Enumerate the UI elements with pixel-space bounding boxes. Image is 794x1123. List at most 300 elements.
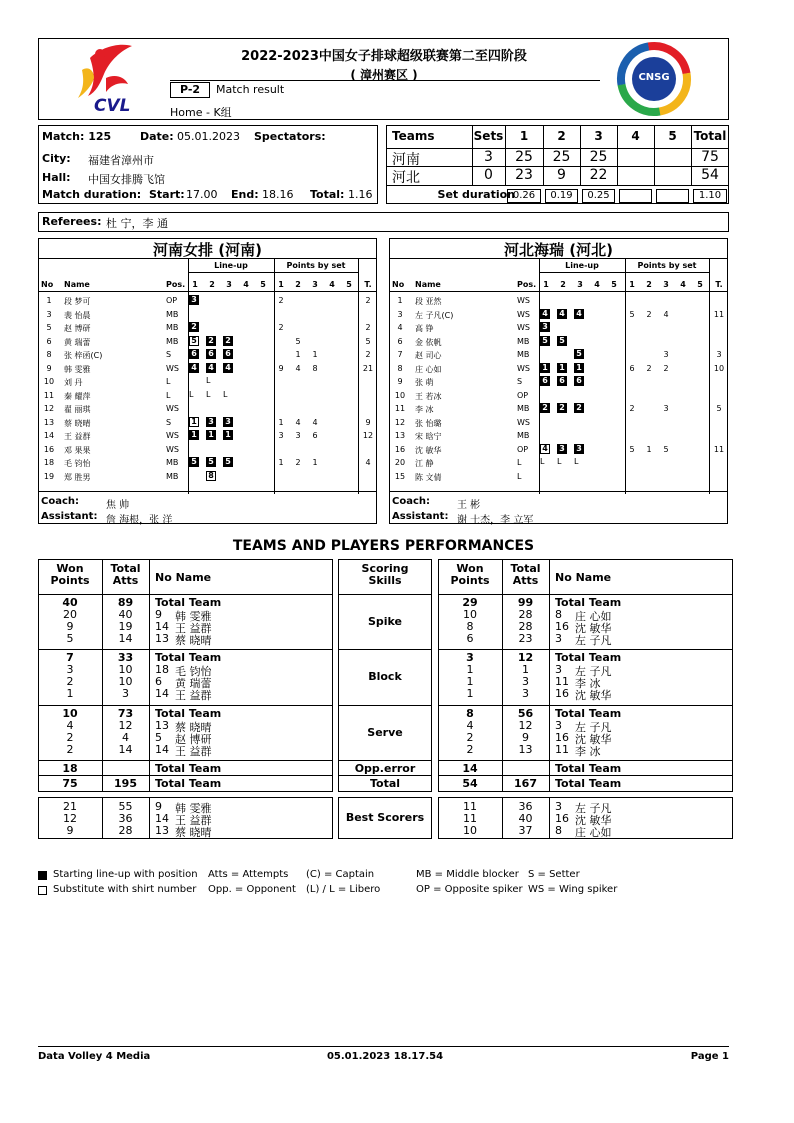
legend-ws: WS = Wing spiker bbox=[528, 884, 618, 895]
set-points: 6 bbox=[312, 431, 318, 440]
player-number: 10 bbox=[43, 377, 55, 386]
lineup-marker: 6 bbox=[574, 376, 584, 386]
match-number: Match: 125 bbox=[42, 130, 112, 143]
perf-away-won-header: Won Points bbox=[450, 562, 490, 587]
lineup-marker: 3 bbox=[189, 295, 199, 305]
perf-won-points: 10 bbox=[62, 707, 78, 720]
rosterA-lineup-col-header: 3 bbox=[226, 280, 232, 289]
perf-total-line bbox=[38, 775, 333, 776]
lineup-marker: L bbox=[206, 376, 211, 385]
set-duration-value: 0.26 bbox=[512, 190, 536, 201]
player-number: 9 bbox=[397, 377, 403, 386]
legend-op: OP = Opposite spiker bbox=[416, 884, 523, 895]
lineup-marker: 8 bbox=[206, 471, 216, 481]
rosterB-lineup-col-header: 3 bbox=[577, 280, 583, 289]
perf-block-line bbox=[338, 705, 432, 706]
score-set-value: 22 bbox=[589, 167, 608, 183]
lineup-marker: 1 bbox=[206, 430, 216, 440]
perf-opp-line bbox=[38, 760, 333, 761]
player-position: OP bbox=[166, 296, 178, 305]
legend-start: Starting line-up with position bbox=[53, 869, 198, 880]
score-header-7: Total bbox=[693, 129, 727, 143]
perf-attempts: 14 bbox=[118, 632, 133, 645]
lineup-marker: 1 bbox=[189, 417, 199, 427]
rosterB-lineup-label: Line-up bbox=[565, 261, 599, 270]
lineup-marker: 5 bbox=[189, 457, 199, 467]
player-total-points: 2 bbox=[365, 296, 371, 305]
player-number: 16 bbox=[43, 444, 55, 454]
lineup-marker: 6 bbox=[540, 376, 550, 386]
rosterB-no-header: No bbox=[392, 280, 405, 289]
player-number: 19 bbox=[43, 471, 55, 481]
footer-source: Data Volley 4 Media bbox=[38, 1051, 151, 1062]
player-name: 段 亚然 bbox=[415, 297, 442, 306]
perf-player-name: 沈 敏华 bbox=[575, 622, 612, 635]
rosterA-lineup-col-header: 1 bbox=[192, 280, 198, 289]
player-number: 13 bbox=[394, 431, 406, 440]
perf-player-number: 8 bbox=[555, 608, 562, 621]
legend-captain: (C) = Captain bbox=[306, 869, 375, 880]
player-position: WS bbox=[517, 309, 530, 319]
match-date: 05.01.2023 bbox=[177, 130, 240, 143]
hall-label: Hall: bbox=[42, 171, 71, 184]
best-name: 庄 心如 bbox=[575, 826, 612, 839]
date-label: Date: bbox=[140, 130, 174, 143]
player-name: 秦 耀萍 bbox=[64, 391, 91, 401]
set-points: 3 bbox=[278, 431, 284, 440]
perf-won-points: 8 bbox=[466, 707, 474, 720]
perf-player-name: 王 益群 bbox=[175, 689, 212, 702]
best-number: 8 bbox=[555, 824, 562, 837]
doc-code: P-2 bbox=[170, 82, 210, 98]
player-total-points: 5 bbox=[716, 404, 722, 413]
cnsg-logo bbox=[616, 41, 692, 117]
best-won: 12 bbox=[63, 812, 77, 825]
perf-block-line bbox=[38, 649, 333, 650]
perf-won-points: 7 bbox=[66, 651, 74, 664]
perf-total-won: 54 bbox=[462, 777, 478, 790]
lineup-marker: 4 bbox=[189, 363, 199, 373]
perf-opp-line bbox=[338, 760, 432, 761]
player-total-points: 11 bbox=[713, 444, 725, 454]
perf-skills-header: Scoring Skills bbox=[361, 562, 409, 587]
perf-attempts: 28 bbox=[518, 608, 533, 621]
player-position: WS bbox=[517, 296, 530, 305]
perf-attempts: 12 bbox=[517, 651, 534, 664]
perf-player-number: 14 bbox=[155, 687, 169, 700]
lineup-marker: 3 bbox=[206, 417, 216, 427]
perf-block-line bbox=[438, 705, 733, 706]
lineup-marker: 5 bbox=[223, 457, 233, 467]
score-header-2: 1 bbox=[519, 129, 529, 143]
perf-attempts: 13 bbox=[518, 743, 533, 756]
lineup-marker: 3 bbox=[557, 444, 567, 454]
referees-names: 杜 宁，李 通 bbox=[106, 217, 168, 230]
player-number: 8 bbox=[397, 363, 403, 373]
rosterB-sub-line bbox=[539, 272, 710, 273]
rosterA-points-col-header: 4 bbox=[329, 280, 335, 289]
player-name: 赵 博研 bbox=[64, 324, 91, 333]
legend-start-square bbox=[38, 871, 47, 880]
perf-player-name: 王 益群 bbox=[175, 622, 212, 635]
lineup-marker: L bbox=[557, 457, 562, 466]
perf-player-number: 16 bbox=[555, 620, 569, 633]
perf-won-points: 20 bbox=[63, 608, 77, 621]
player-number: 12 bbox=[394, 417, 406, 427]
cvl-logo-text: CVL bbox=[94, 96, 131, 116]
player-name: 毛 钧怡 bbox=[64, 459, 91, 468]
set-points: 3 bbox=[663, 350, 669, 359]
rosterB-points-right bbox=[709, 258, 710, 494]
set-points: 1 bbox=[295, 350, 301, 359]
player-name: 王 益群 bbox=[64, 432, 91, 441]
player-name: 段 梦可 bbox=[64, 297, 91, 306]
perf-player-number: 14 bbox=[155, 743, 169, 756]
rosterA-coach-label: Coach: bbox=[41, 496, 80, 507]
set-points: 3 bbox=[663, 404, 669, 413]
footer-timestamp: 05.01.2023 18.17.54 bbox=[326, 1051, 444, 1062]
player-number: 11 bbox=[394, 404, 406, 413]
perf-player-name: Total Team bbox=[155, 596, 222, 609]
lineup-marker: 5 bbox=[574, 349, 584, 359]
cvl-logo bbox=[70, 40, 140, 118]
player-name: 韩 雯雅 bbox=[64, 364, 91, 374]
rosterA-sub-line bbox=[188, 272, 359, 273]
player-number: 15 bbox=[394, 471, 406, 481]
player-number: 16 bbox=[394, 444, 406, 454]
lineup-marker: 1 bbox=[540, 363, 550, 373]
rosterB-coach-line bbox=[389, 491, 728, 492]
best-name: 韩 雯雅 bbox=[175, 802, 212, 815]
best-number: 16 bbox=[555, 812, 569, 825]
perf-player-name: 蔡 晓晴 bbox=[175, 721, 212, 734]
perf-total-line bbox=[438, 775, 733, 776]
rosterA-name-header: Name bbox=[64, 280, 90, 289]
perf-total-line bbox=[338, 775, 432, 776]
perf-player-name: Total Team bbox=[155, 651, 222, 664]
referees-label: Referees: bbox=[42, 215, 102, 228]
set-points: 4 bbox=[295, 417, 301, 427]
legend-opp: Opp. = Opponent bbox=[208, 884, 296, 895]
perf-player-name: 左 子凡 bbox=[575, 634, 612, 647]
set-points: 2 bbox=[278, 296, 284, 305]
legend-atts: Atts = Attempts bbox=[208, 869, 289, 880]
perf-player-name: 李 冰 bbox=[575, 745, 601, 758]
set-points: 5 bbox=[663, 444, 669, 454]
rosterA-total-header: T. bbox=[364, 280, 372, 289]
player-number: 11 bbox=[43, 390, 55, 400]
perf-won-points: 9 bbox=[66, 620, 74, 633]
perf-block-line bbox=[438, 649, 733, 650]
player-total-points: 2 bbox=[365, 350, 371, 359]
player-total-points: 12 bbox=[362, 431, 374, 440]
player-position: WS bbox=[166, 404, 179, 413]
perf-won-points: 3 bbox=[66, 663, 74, 676]
lineup-marker: 2 bbox=[189, 322, 199, 332]
perf-player-name: 黄 瑞蕾 bbox=[175, 677, 212, 690]
rosterA-coach-name: 焦 帅 bbox=[106, 500, 130, 511]
player-position: MB bbox=[517, 336, 530, 346]
perf-best-col-line bbox=[549, 797, 550, 839]
total-time: 1.16 bbox=[348, 188, 373, 201]
player-position: OP bbox=[517, 444, 529, 454]
perf-player-name: 毛 钧怡 bbox=[175, 665, 212, 678]
best-number: 14 bbox=[155, 812, 169, 825]
lineup-marker: 5 bbox=[557, 336, 567, 346]
rosterA-assistant-label: Assistant: bbox=[41, 511, 98, 522]
lineup-marker: L bbox=[189, 389, 194, 399]
player-name: 李 冰 bbox=[415, 405, 434, 414]
perf-won-points: 2 bbox=[66, 675, 74, 688]
rosterB-header-line bbox=[389, 291, 728, 292]
set-points: 2 bbox=[663, 363, 669, 373]
rosterA-assistant-names: 詹 海根，张 洋 bbox=[106, 515, 173, 526]
best-number: 13 bbox=[155, 824, 169, 837]
best-atts: 55 bbox=[118, 800, 133, 813]
perf-won-points: 1 bbox=[466, 687, 474, 700]
best-atts: 37 bbox=[518, 824, 533, 837]
total-label: Total: bbox=[310, 188, 345, 201]
rosterB-assistant-names: 谢 士杰，李 立军 bbox=[457, 515, 534, 526]
perf-attempts: 9 bbox=[522, 731, 529, 744]
perf-total-atts: 167 bbox=[514, 777, 537, 790]
perf-player-number: 11 bbox=[555, 675, 569, 688]
best-won: 11 bbox=[463, 800, 477, 813]
city-label: City: bbox=[42, 152, 71, 165]
perf-won-points: 2 bbox=[466, 743, 474, 756]
perf-block-line bbox=[338, 649, 432, 650]
perf-opp-team: Total Team bbox=[155, 762, 222, 775]
player-position: WS bbox=[166, 444, 179, 454]
score-header-4: 3 bbox=[594, 129, 603, 143]
perf-opp-team: Total Team bbox=[555, 762, 622, 775]
rosterA-coach-line bbox=[38, 491, 377, 492]
perf-player-name: 左 子凡 bbox=[575, 721, 612, 734]
score-header-1: Sets bbox=[473, 129, 504, 143]
perf-player-name: 庄 心如 bbox=[575, 610, 612, 623]
lineup-marker: L bbox=[206, 389, 211, 399]
perf-player-name: 王 益群 bbox=[175, 745, 212, 758]
perf-home-won-header: Won Points bbox=[50, 562, 90, 587]
player-position: MB bbox=[517, 404, 530, 413]
perf-attempts: 14 bbox=[118, 743, 133, 756]
end-time: 18.16 bbox=[262, 188, 294, 201]
player-total-points: 9 bbox=[365, 417, 371, 427]
score-header-5: 4 bbox=[631, 129, 640, 143]
rosterB-points-col-header: 3 bbox=[663, 280, 669, 289]
player-position: L bbox=[166, 390, 171, 400]
lineup-marker: 6 bbox=[557, 376, 567, 386]
lineup-marker: 1 bbox=[574, 363, 584, 373]
score-set-value: 25 bbox=[589, 149, 608, 165]
best-won: 11 bbox=[463, 812, 477, 825]
perf-player-number: 16 bbox=[555, 731, 569, 744]
competition-title: 2022-2023中国女子排球超级联赛第二至四阶段 bbox=[241, 49, 527, 64]
perf-attempts: 40 bbox=[118, 608, 133, 621]
player-name: 庄 心如 bbox=[415, 364, 442, 374]
player-position: WS bbox=[517, 323, 530, 332]
lineup-marker: 4 bbox=[223, 363, 233, 373]
player-position: WS bbox=[166, 431, 179, 440]
perf-attempts: 19 bbox=[118, 620, 133, 633]
player-name: 蔡 晓晴 bbox=[64, 418, 91, 428]
player-number: 20 bbox=[394, 458, 406, 467]
rosterA-points-col-header: 5 bbox=[346, 280, 352, 289]
score-set-value: 23 bbox=[515, 167, 533, 183]
player-name: 赵 司心 bbox=[415, 351, 442, 360]
rosterB-lineup-col-header: 5 bbox=[611, 280, 617, 289]
score-total: 75 bbox=[701, 149, 719, 165]
player-name: 邓 果果 bbox=[64, 445, 91, 455]
player-number: 18 bbox=[43, 458, 55, 467]
rosterA-points-col-header: 1 bbox=[278, 280, 284, 289]
score-sets: 0 bbox=[484, 167, 493, 183]
perf-attempts: 28 bbox=[518, 620, 533, 633]
set-points: 2 bbox=[278, 323, 284, 332]
perf-player-name: Total Team bbox=[555, 707, 622, 720]
lineup-marker: 6 bbox=[206, 349, 216, 359]
perf-won-points: 3 bbox=[466, 651, 474, 664]
player-total-points: 21 bbox=[362, 363, 374, 373]
perf-player-number: 14 bbox=[155, 620, 169, 633]
home-group: Home - K组 bbox=[170, 106, 232, 119]
lineup-marker: 3 bbox=[574, 444, 584, 454]
city-value: 福建省漳州市 bbox=[88, 154, 154, 167]
set-duration-cell bbox=[619, 189, 652, 203]
cnsg-logo-text: CNSG bbox=[638, 72, 670, 83]
lineup-marker: 2 bbox=[540, 403, 550, 413]
set-points: 1 bbox=[312, 350, 318, 359]
legend-mb: MB = Middle blocker bbox=[416, 869, 519, 880]
perf-home-atts-header: Total Atts bbox=[110, 562, 141, 587]
player-position: MB bbox=[166, 323, 179, 332]
rosterB-total-header: T. bbox=[715, 280, 723, 289]
performances-title: TEAMS AND PLAYERS PERFORMANCES bbox=[232, 538, 535, 554]
score-header-6: 5 bbox=[668, 129, 677, 143]
player-number: 4 bbox=[397, 323, 403, 332]
best-number: 9 bbox=[155, 800, 162, 813]
player-total-points: 4 bbox=[365, 458, 371, 467]
set-duration-cell bbox=[656, 189, 689, 203]
lineup-marker: L bbox=[540, 457, 545, 466]
player-position: S bbox=[517, 377, 523, 386]
player-name: 张 怡璐 bbox=[415, 418, 442, 428]
rosterA-lineup-label: Line-up bbox=[214, 261, 248, 270]
competition-subtitle: ( 漳州赛区 ) bbox=[350, 68, 418, 82]
perf-player-number: 16 bbox=[555, 687, 569, 700]
perf-player-number: 3 bbox=[555, 632, 562, 645]
doc-type: Match result bbox=[216, 83, 285, 96]
rosterA-title: 河南女排 (河南) bbox=[153, 241, 262, 259]
perf-won-points: 4 bbox=[466, 719, 474, 732]
lineup-marker: 1 bbox=[223, 430, 233, 440]
rosterA-lineup-col-header: 5 bbox=[260, 280, 266, 289]
perf-attempts: 3 bbox=[522, 687, 529, 700]
best-won: 21 bbox=[63, 800, 77, 813]
set-points: 5 bbox=[629, 309, 635, 319]
perf-attempts: 33 bbox=[117, 651, 134, 664]
lineup-marker: 2 bbox=[557, 403, 567, 413]
set-points: 5 bbox=[295, 336, 301, 346]
player-position: WS bbox=[517, 417, 530, 427]
best-atts: 36 bbox=[118, 812, 133, 825]
score-header-3: 2 bbox=[557, 129, 566, 143]
set-points: 2 bbox=[295, 458, 301, 467]
player-number: 7 bbox=[397, 350, 403, 359]
set-points: 1 bbox=[278, 458, 284, 467]
perf-won-points: 6 bbox=[466, 632, 474, 645]
lineup-marker: 5 bbox=[206, 457, 216, 467]
set-points: 4 bbox=[663, 309, 669, 319]
rosterB-assistant-label: Assistant: bbox=[392, 511, 449, 522]
perf-player-name: Total Team bbox=[555, 651, 622, 664]
lineup-marker: 2 bbox=[223, 336, 233, 346]
perf-attempts: 56 bbox=[517, 707, 534, 720]
lineup-marker: L bbox=[223, 389, 228, 399]
perf-home-noname-header: No Name bbox=[155, 571, 212, 584]
perf-attempts: 3 bbox=[522, 675, 529, 688]
player-name: 黄 瑞蕾 bbox=[64, 337, 91, 347]
hall-value: 中国女排腾飞馆 bbox=[88, 173, 165, 186]
set-points: 8 bbox=[312, 363, 318, 373]
rosterB-points-col-header: 4 bbox=[680, 280, 686, 289]
best-name: 沈 敏华 bbox=[575, 814, 612, 827]
perf-player-name: 韩 雯雅 bbox=[175, 610, 212, 623]
player-number: 1 bbox=[46, 296, 52, 305]
rosterB-coach-label: Coach: bbox=[392, 496, 431, 507]
perf-won-points: 4 bbox=[66, 719, 74, 732]
footer-page: Page 1 bbox=[690, 1051, 729, 1062]
perf-player-name: 沈 敏华 bbox=[575, 733, 612, 746]
perf-player-number: 11 bbox=[555, 743, 569, 756]
perf-attempts: 23 bbox=[518, 632, 533, 645]
perf-attempts: 12 bbox=[118, 719, 133, 732]
player-number: 9 bbox=[46, 363, 52, 373]
perf-won-points: 40 bbox=[62, 596, 78, 609]
perf-won-points: 2 bbox=[466, 731, 474, 744]
perf-attempts: 4 bbox=[122, 731, 129, 744]
perf-won-points: 5 bbox=[66, 632, 74, 645]
lineup-marker: 4 bbox=[574, 309, 584, 319]
perf-skills-header-line bbox=[338, 594, 432, 595]
set-points: 2 bbox=[629, 404, 635, 413]
perf-player-name: 李 冰 bbox=[575, 677, 601, 690]
rosterA-lineup-col-header: 4 bbox=[243, 280, 249, 289]
player-position: MB bbox=[166, 458, 179, 467]
set-duration-total: 1.10 bbox=[698, 190, 722, 201]
perf-won-points: 1 bbox=[466, 675, 474, 688]
perf-player-name: 沈 敏华 bbox=[575, 689, 612, 702]
set-duration-value: 0.25 bbox=[587, 190, 610, 201]
player-name: 张 梓函(C) bbox=[64, 351, 103, 360]
score-team-name: 河北 bbox=[392, 170, 420, 186]
player-position: OP bbox=[517, 390, 529, 400]
end-label: End: bbox=[231, 188, 259, 201]
set-points: 1 bbox=[312, 458, 318, 467]
player-total-points: 2 bbox=[365, 323, 371, 332]
rosterA-lineup-col-header: 2 bbox=[209, 280, 215, 289]
perf-total-won: 75 bbox=[62, 777, 78, 790]
perf-player-name: Total Team bbox=[155, 707, 222, 720]
lineup-marker: 2 bbox=[206, 336, 216, 346]
player-name: 左 子凡(C) bbox=[415, 310, 454, 320]
player-number: 1 bbox=[397, 296, 403, 305]
set-points: 1 bbox=[278, 417, 284, 427]
lineup-marker: 3 bbox=[540, 322, 550, 332]
rosterA-points-col-header: 3 bbox=[312, 280, 318, 289]
set-points: 9 bbox=[278, 363, 284, 373]
rosterA-no-header: No bbox=[41, 280, 54, 289]
